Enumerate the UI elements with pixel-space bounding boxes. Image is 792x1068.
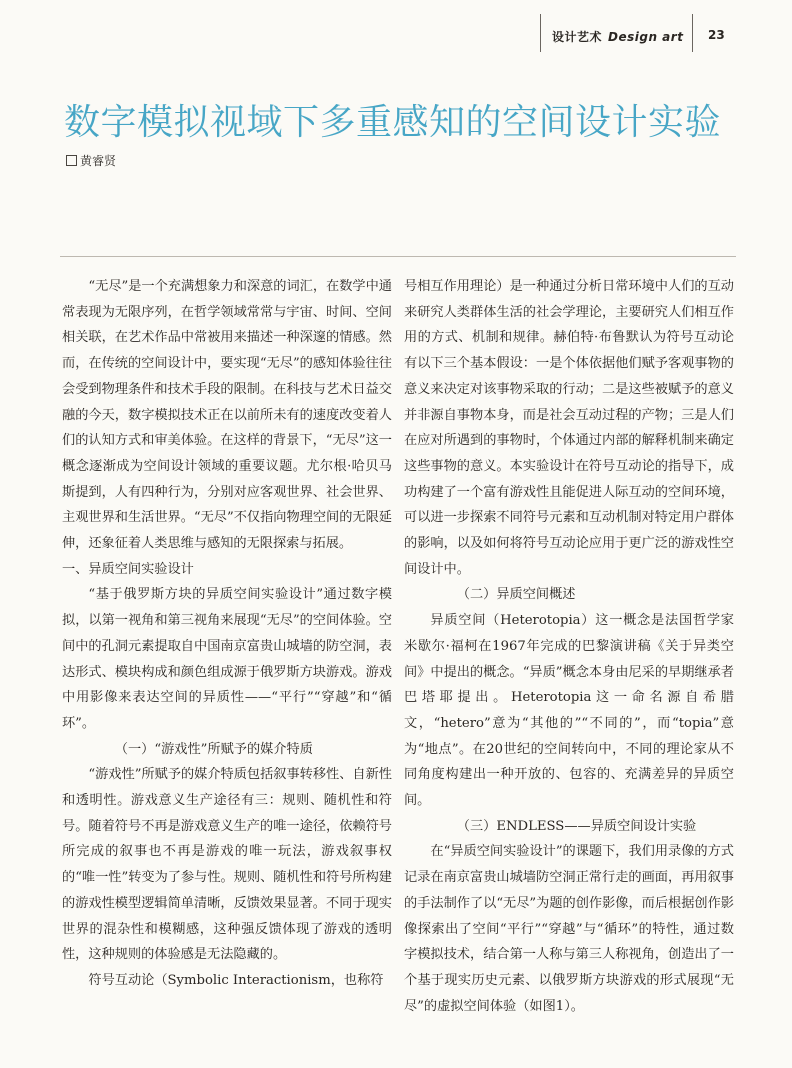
section-label-cn: 设计艺术 bbox=[552, 30, 603, 44]
author-line bbox=[66, 152, 116, 169]
paragraph: “无尽”是一个充满想象力和深意的词汇，在数学中通常表现为无限序列，在哲学领域常常与宇宙、时间、空间相关联，在艺术作品中常被用来描述一种深邃的情感。然而，在传统的空间设计中，要实现“无尽”的感知体验往往会受到物理条件和技术手段的限制。在科技与艺术日益交融的今天，数字模拟技术正在以前所未有的速度改变着人们的认知方式和审美体验。在这样的背景下，“无尽”这一概念逐渐成为空间设计领域的重要议题。尤尔根·哈贝马斯提到，人有四种行为，分别对应客观世界、社会世界、主观世界和生活世界。“无尽”不仅指向物理空间的无限延伸，还象征着人类思维与感知的无限探索与拓展。 bbox=[62, 279, 392, 552]
paragraph: “游戏性”所赋予的媒介特质包括叙事转移性、自新性和透明性。游戏意义生产途径有三：规则、随机性和符号。随着符号不再是游戏意义生产的唯一途径，依赖符号所完成的叙事也不再是游戏的唯一玩法，游戏叙事权的“唯一性”转变为了参与性。规则、随机性和符号所构建的游戏性模型逻辑简单清晰，反馈效果显著。不同于现实世界的混杂性和模糊感，这种强反馈体现了游戏的透明性，这种规则的体验感是无法隐藏的。 bbox=[62, 767, 392, 963]
section-label-en: Design art bbox=[608, 30, 684, 44]
header-divider-left bbox=[540, 14, 541, 52]
section-heading: （一）“游戏性”所赋予的媒介特质 bbox=[114, 741, 313, 757]
author-box-icon bbox=[66, 155, 77, 166]
paragraph-continued: 号相互作用理论）是一种通过分析日常环境中人们的互动来研究人类群体生活的社会学理论，主要研究人们相互作用的方式、机制和规律。赫伯特·布鲁默认为符号互动论有以下三个基本假设：一是个体依据他们赋予客观事物的意义来决定对该事物采取的行动；二是这些被赋予的意义并非源自事物本身，而是社会互动过程的产物；三是人们在应对所遇到的事物时，个体通过内部的解释机制来确定这些事物的意义。本实验设计在符号互动论的指导下，成功构建了一个富有游戏性且能促进人际互动的空间环境，可以进一步探索不同符号元素和互动机制对特定用户群体的影响，以及如何将符号互动论应用于更广泛的游戏性空间设计中。 bbox=[404, 279, 734, 577]
paragraph: 符号互动论（Symbolic Interactionism，也称符 bbox=[88, 972, 384, 988]
paragraph: 在“异质空间实验设计”的课题下，我们用录像的方式记录在南京富贵山城墙防空洞正常行走的画面，再用叙事的手法制作了以“无尽”为题的创作影像，而后根据创作影像探索出了空间“平行”“穿越”与“循环”的特性，通过数字模拟技术，结合第一人称与第三人称视角，创造出了一个基于现实历史元素、以俄罗斯方块游戏的形式展现“无尽”的虚拟空间体验（如图1）。 bbox=[404, 844, 734, 1014]
paragraph: “基于俄罗斯方块的异质空间实验设计”通过数字模拟，以第一视角和第三视角来展现“无尽”的空间体验。空间中的孔洞元素提取自中国南京富贵山城墙的防空洞，表达形式、模块构成和颜色组成源于俄罗斯方块游戏。游戏中用影像来表达空间的异质性——“平行”“穿越”和“循环”。 bbox=[62, 587, 392, 731]
author-name: 黄睿贤 bbox=[80, 154, 117, 168]
right-column bbox=[404, 274, 734, 1019]
page-number: 23 bbox=[708, 28, 725, 42]
header-divider bbox=[60, 256, 736, 257]
left-column bbox=[62, 274, 392, 994]
section-heading: 一、异质空间实验设计 bbox=[62, 561, 194, 577]
paragraph: 异质空间（Heterotopia）这一概念是法国哲学家米歇尔·福柯在1967年完成的巴黎演讲稿《关于异类空间》中提出的概念。“异质”概念本身由尼采的早期继承者巴塔耶提出。Heterotopia这一命名源自希腊文，“hetero”意为“其他的”“不同的”，而“topia”意为“地点”。在20世纪的空间转向中，不同的理论家从不同角度构建出一种开放的、包容的、充满差异的异质空间。 bbox=[404, 613, 734, 809]
section-heading: （三）ENDLESS——异质空间设计实验 bbox=[456, 818, 697, 834]
header-divider-right bbox=[692, 14, 693, 52]
article-title: 数字模拟视域下多重感知的空间设计实验 bbox=[64, 102, 722, 143]
section-label bbox=[552, 28, 683, 45]
section-heading: （二）异质空间概述 bbox=[456, 587, 576, 603]
